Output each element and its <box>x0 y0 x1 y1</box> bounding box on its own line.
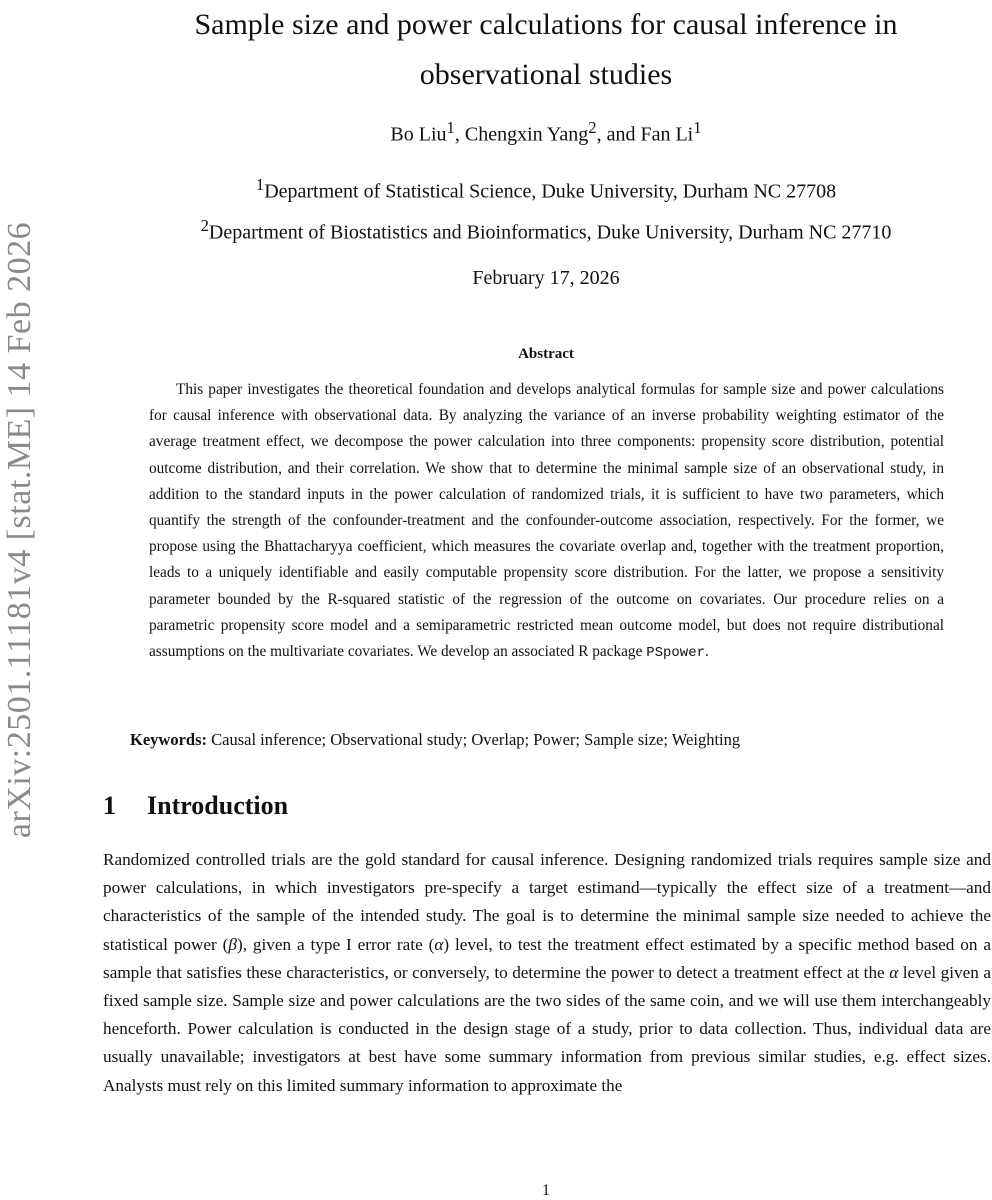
abstract-body <box>149 377 944 666</box>
paper-date: February 17, 2026 <box>472 267 620 289</box>
author-name: Fan Li <box>640 123 694 146</box>
section-number: 1 <box>103 791 116 820</box>
beta-symbol: β <box>228 934 237 954</box>
affiliation-text: Department of Statistical Science, Duke University, Durham NC 27708 <box>264 180 837 203</box>
keywords <box>130 730 980 750</box>
alpha-symbol: α <box>889 962 899 982</box>
author-name: Chengxin Yang <box>464 123 589 146</box>
section-heading <box>103 791 288 821</box>
affiliation-list <box>100 168 992 249</box>
paper-title: Sample size and power calculations for causal inference in observational studies <box>194 8 898 91</box>
affiliation <box>100 168 992 209</box>
author-affiliation-mark: 2 <box>588 118 597 137</box>
keywords-text: Causal inference; Observational study; Overlap; Power; Sample size; Weighting <box>211 730 741 749</box>
abstract-heading: Abstract <box>518 346 574 362</box>
arxiv-identifier: arXiv:2501.11181v4 [stat.ME] 14 Feb 2026 <box>1 221 38 839</box>
arxiv-sidebar <box>0 180 40 880</box>
affiliation-mark: 1 <box>255 175 265 194</box>
affiliation <box>100 209 992 250</box>
intro-paragraph <box>103 846 991 1100</box>
page-number: 1 <box>542 1182 550 1199</box>
intro-text: Randomized controlled trials are the gold standard for causal inference. Designing randomized trials requires sample size and power calculations, in which investigators pre-specify a target estimand—typically the effect size of a treatment—and characteristics of the sample of the intended study. The goal is to determine the minimal sample size needed to achieve the statistical power ( <box>103 850 991 954</box>
author-affiliation-mark: 1 <box>693 118 702 137</box>
author-list: Bo Liu$^1$, Chengxin Yang$^2$, and Fan Li$^1$ <box>390 118 702 146</box>
package-name: PSpower <box>646 645 705 662</box>
intro-text: ) level, to test the treatment effect estimated by a specific method based on a sample that satisfies these characteristics, or conversely, to determine the power to detect a treatment effect at the <box>103 934 991 982</box>
abstract-end: . <box>705 643 709 661</box>
author-name: Bo Liu <box>390 123 447 146</box>
section-title: Introduction <box>147 791 289 820</box>
intro-text: ), given a type I error rate ( <box>236 934 435 954</box>
author-conjunction: and <box>606 123 641 146</box>
intro-text: level given a fixed sample size. Sample size and power calculations are the two sides of the same coin, and we will use them interchangeably henceforth. Power calculation is conducted in the design stage of a study, prior to data collection. Thus, individual data are usually unavailable; investigators at best have some summary information from previous similar studies, e.g. effect sizes. Analysts must rely on this limited summary information to approximate the <box>103 962 991 1095</box>
alpha-symbol: α <box>434 934 444 954</box>
affiliation-text: Department of Biostatistics and Bioinformatics, Duke University, Durham NC 27710 <box>208 221 892 244</box>
abstract-text: This paper investigates the theoretical foundation and develops analytical formulas for sample size and power calculations for causal inference with observational data. By analyzing the variance of an inverse probability weighting estimator of the average treatment effect, we decompose the power calculation into three components: propensity score distribution, potential outcome distribution, and their correlation. We show that to determine the minimal sample size of an observational study, in addition to the standard inputs in the power calculation of randomized trials, it is sufficient to have two parameters, which quantify the strength of the confounder-treatment and the confounder-outcome association, respectively. For the former, we propose using the Bhattacharyya coefficient, which measures the covariate overlap and, together with the treatment proportion, leads to a uniquely identifiable and easily computable propensity score distribution. For the latter, we propose a sensitivity parameter bounded by the R-squared statistic of the regression of the outcome on covariates. Our procedure relies on a parametric propensity score model and a semiparametric restricted mean outcome model, but does not require distributional assumptions on the multivariate covariates. We develop an associated R package <box>149 381 944 661</box>
keywords-label: Keywords: <box>130 730 207 749</box>
author-affiliation-mark: 1 <box>446 118 455 137</box>
affiliation-mark: 2 <box>200 215 209 235</box>
